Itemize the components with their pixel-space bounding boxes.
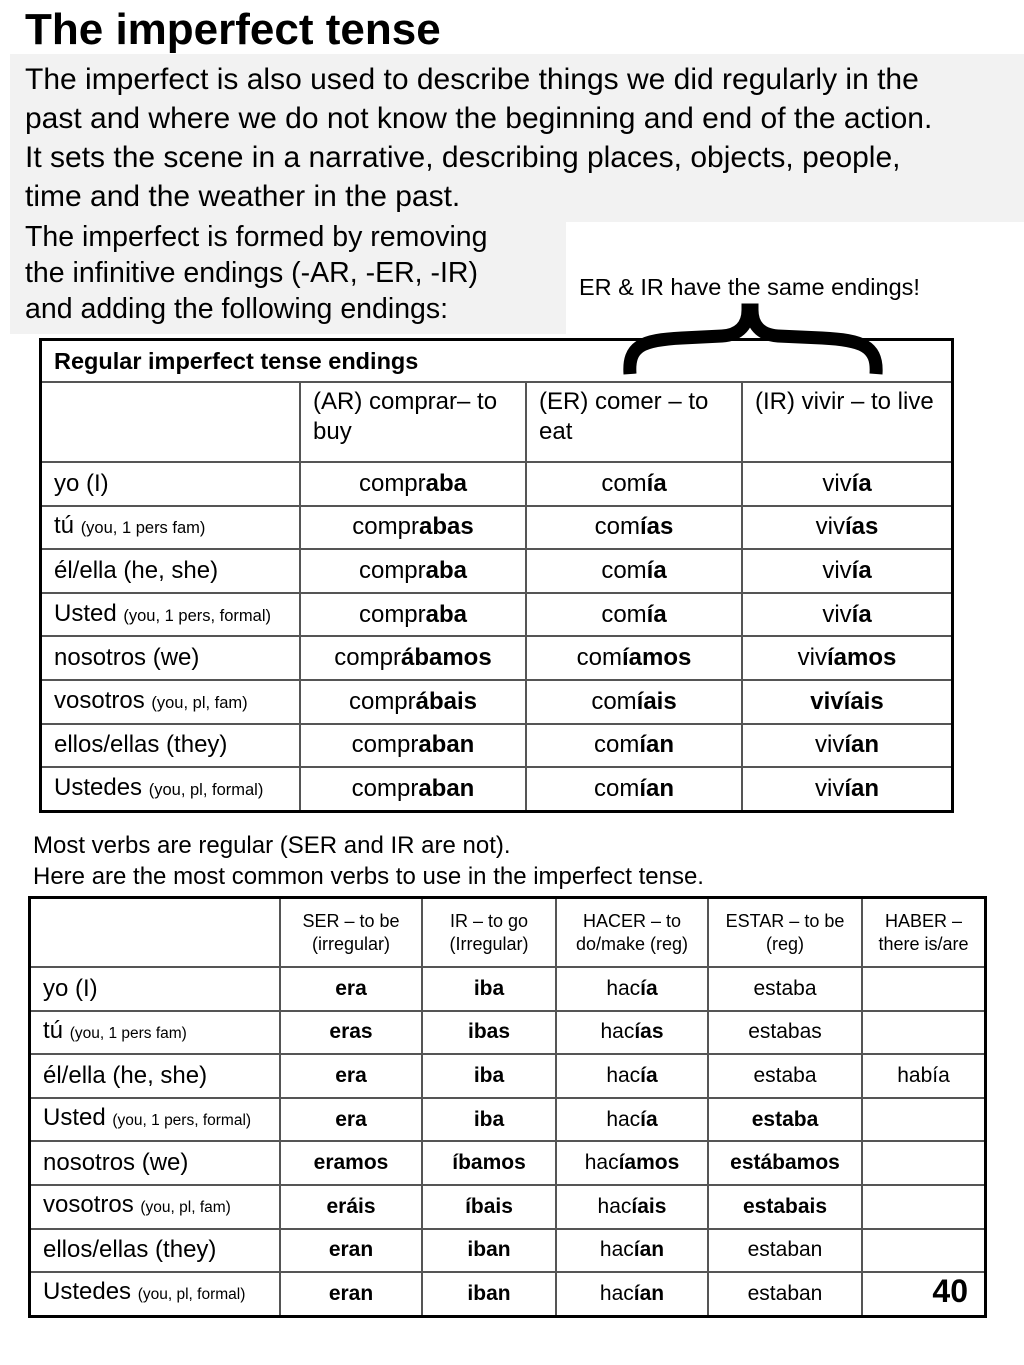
haber-form-cell <box>862 1098 986 1142</box>
common-verbs-table <box>28 896 987 1318</box>
subject-cell <box>41 593 301 637</box>
verb-ending: íais <box>631 1194 667 1218</box>
table-row <box>30 1011 986 1055</box>
ar-form-cell <box>300 636 526 680</box>
verb-stem: hac <box>599 1281 634 1305</box>
verb-ending: ía <box>646 600 667 628</box>
verb-stem: viv <box>822 600 852 628</box>
table-row <box>30 1185 986 1229</box>
verb-stem: compr <box>358 600 426 628</box>
verb-ending: ía <box>851 556 872 584</box>
subject-label: ellos/ellas (they) <box>43 1236 217 1264</box>
verb-ending: ía <box>646 469 667 497</box>
verb-stem: com <box>601 556 647 584</box>
verb-stem: com <box>601 600 647 628</box>
verb-stem: viv <box>797 644 827 672</box>
subject-label: tú <box>54 512 75 540</box>
subject-note: (you, 1 pers, formal) <box>123 606 272 625</box>
table-row <box>41 724 953 768</box>
verb-stem: hac <box>600 1020 635 1044</box>
subject-cell <box>41 767 301 811</box>
er-header: (ER) comer – to eat <box>526 382 742 462</box>
subject-cell <box>41 680 301 724</box>
estar-form-cell: estabas <box>708 1011 862 1055</box>
subject-note: (you, 1 pers fam) <box>69 1024 187 1042</box>
verb-stem: com <box>593 731 640 759</box>
ir-form-cell: iba <box>422 967 556 1011</box>
ir-form-cell: íbamos <box>422 1141 556 1185</box>
hacer-form-cell <box>556 1185 708 1229</box>
ir-header: (IR) vivir – to live <box>742 382 953 462</box>
verb-stem: compr <box>352 513 419 541</box>
ir-form-cell <box>742 767 953 811</box>
intro-line: past and where we do not know the beginning and end of the action. <box>25 102 933 135</box>
subject-note: (you, pl, formal) <box>148 780 264 799</box>
ir-form-cell: ibas <box>422 1011 556 1055</box>
formation-line: and adding the following endings: <box>25 293 449 325</box>
subject-cell <box>30 1185 281 1229</box>
haber-form-cell <box>862 1229 986 1273</box>
table-row <box>41 680 953 724</box>
subject-note: (you, pl, fam) <box>140 1199 231 1217</box>
verb-ending: íamos <box>826 644 897 672</box>
haber-form-cell: había <box>862 1054 986 1098</box>
table-row <box>30 1141 986 1185</box>
table-header-row <box>41 382 953 462</box>
formation-paragraph <box>25 219 555 327</box>
verb-ending: ían <box>633 1281 665 1305</box>
verb-ending: ías <box>844 513 879 541</box>
subject-cell <box>30 1229 281 1273</box>
hacer-form-cell <box>556 1141 708 1185</box>
er-form-cell <box>526 462 742 506</box>
er-form-cell <box>526 549 742 593</box>
hacer-form-cell <box>556 1229 708 1273</box>
table-row <box>30 1054 986 1098</box>
hacer-form-cell <box>556 967 708 1011</box>
er-form-cell <box>526 767 742 811</box>
subject-label: ellos/ellas (they) <box>54 731 228 759</box>
subject-label: nosotros (we) <box>54 644 200 672</box>
verb-ending: íamos <box>621 644 692 672</box>
verb-stem: compr <box>334 644 401 672</box>
verb-stem: compr <box>358 469 426 497</box>
ser-form-cell: era <box>280 967 422 1011</box>
table-header-row <box>30 898 986 968</box>
subject-cell <box>41 636 301 680</box>
verb-stem: viv <box>815 513 845 541</box>
ir-form-cell <box>742 680 953 724</box>
verb-ending: ábais <box>415 687 478 715</box>
verb-ending: ían <box>844 731 880 759</box>
ser-header: SER – to be (irregular) <box>280 898 422 968</box>
subject-cell <box>30 1141 281 1185</box>
ser-form-cell: eramos <box>280 1141 422 1185</box>
note-line: Here are the most common verbs to use in the imperfect tense. <box>33 863 704 890</box>
verb-ending: aba <box>425 469 468 497</box>
verb-ending: ábamos <box>400 644 492 672</box>
verb-ending: ía <box>640 1063 658 1087</box>
ser-form-cell: eras <box>280 1011 422 1055</box>
ser-form-cell: eran <box>280 1272 422 1316</box>
intro-line: It sets the scene in a narrative, describing places, objects, people, <box>25 141 901 174</box>
table-caption: Regular imperfect tense endings <box>41 340 953 383</box>
verb-stem: hac <box>606 1107 641 1131</box>
subject-label: Ustedes <box>54 773 143 801</box>
table-row <box>41 462 953 506</box>
ser-form-cell: era <box>280 1054 422 1098</box>
verb-stem: compr <box>348 687 416 715</box>
verb-stem: com <box>591 687 637 715</box>
verb-ending: ían <box>844 774 880 802</box>
estar-form-cell: estaban <box>708 1272 862 1316</box>
verb-ending: íamos <box>618 1151 680 1175</box>
ir-form-cell <box>742 593 953 637</box>
verb-stem: hac <box>597 1194 632 1218</box>
hacer-form-cell <box>556 1098 708 1142</box>
verb-stem: hac <box>584 1151 619 1175</box>
ir-form-cell <box>742 724 953 768</box>
table-row <box>30 967 986 1011</box>
verb-stem: compr <box>351 731 419 759</box>
table-row <box>41 549 953 593</box>
subject-cell <box>30 1011 281 1055</box>
haber-form-cell <box>862 1185 986 1229</box>
verb-ending: ías <box>639 513 674 541</box>
formation-line: The imperfect is formed by removing <box>25 221 488 253</box>
verb-ending: ía <box>640 1107 658 1131</box>
intro-line: The imperfect is also used to describe things we did regularly in the <box>25 63 919 96</box>
verb-ending: íais <box>636 687 677 715</box>
haber-form-cell <box>862 1141 986 1185</box>
intro-paragraph <box>25 60 1015 216</box>
subject-label: vosotros <box>43 1191 134 1219</box>
verb-stem: com <box>594 513 640 541</box>
er-form-cell <box>526 724 742 768</box>
page-title: The imperfect tense <box>25 5 441 54</box>
verb-ending: ía <box>640 976 658 1000</box>
subject-note: (you, pl, formal) <box>137 1286 246 1304</box>
subject-label: yo (I) <box>54 469 109 497</box>
regular-verbs-note <box>33 830 704 892</box>
verb-ending: ía <box>851 600 872 628</box>
blank-header-cell <box>30 898 281 968</box>
subject-label: él/ella (he, she) <box>43 1061 208 1089</box>
ser-form-cell: eran <box>280 1229 422 1273</box>
verb-stem: compr <box>351 774 419 802</box>
estar-form-cell: estaba <box>708 967 862 1011</box>
verb-ending: ían <box>639 731 675 759</box>
ar-form-cell <box>300 506 526 550</box>
estar-header: ESTAR – to be (reg) <box>708 898 862 968</box>
subject-label: tú <box>43 1016 64 1044</box>
ir-form-cell: íbais <box>422 1185 556 1229</box>
ar-header: (AR) comprar– to buy <box>300 382 526 462</box>
verb-stem: hac <box>606 976 641 1000</box>
subject-cell <box>41 462 301 506</box>
estar-form-cell: estabais <box>708 1185 862 1229</box>
ir-form-cell: iban <box>422 1272 556 1316</box>
estar-form-cell: estaba <box>708 1098 862 1142</box>
verb-ending: ía <box>646 556 667 584</box>
subject-label: yo (I) <box>43 974 98 1002</box>
ir-form-cell <box>742 506 953 550</box>
verb-stem: viv <box>814 731 845 759</box>
ar-form-cell <box>300 767 526 811</box>
er-form-cell <box>526 593 742 637</box>
note-line: Most verbs are regular (SER and IR are not). <box>33 832 511 859</box>
estar-form-cell: estábamos <box>708 1141 862 1185</box>
verb-ending: vivíais <box>810 687 884 715</box>
verb-stem: viv <box>822 469 852 497</box>
ar-form-cell <box>300 724 526 768</box>
er-ir-note: ER & IR have the same endings! <box>579 274 920 300</box>
hacer-form-cell <box>556 1011 708 1055</box>
verb-stem: com <box>601 469 647 497</box>
ir-form-cell: iba <box>422 1054 556 1098</box>
subject-label: él/ella (he, she) <box>54 556 219 584</box>
table-row <box>41 506 953 550</box>
verb-ending: ías <box>634 1020 664 1044</box>
subject-cell <box>30 1098 281 1142</box>
subject-label: vosotros <box>54 686 145 714</box>
er-form-cell <box>526 680 742 724</box>
table-row <box>30 1272 986 1316</box>
verb-ending: ía <box>851 469 872 497</box>
ar-form-cell <box>300 593 526 637</box>
haber-form-cell <box>862 1272 986 1316</box>
verb-ending: ían <box>639 774 675 802</box>
ser-form-cell: era <box>280 1098 422 1142</box>
subject-cell <box>30 1054 281 1098</box>
ar-form-cell <box>300 462 526 506</box>
estar-form-cell: estaba <box>708 1054 862 1098</box>
subject-label: Usted <box>43 1104 106 1132</box>
verb-ending: aban <box>418 731 475 759</box>
haber-form-cell <box>862 1011 986 1055</box>
page-number: 40 <box>932 1273 968 1310</box>
ir-form-cell: iba <box>422 1098 556 1142</box>
verb-stem: hac <box>606 1063 641 1087</box>
haber-form-cell <box>862 967 986 1011</box>
er-form-cell <box>526 636 742 680</box>
subject-note: (you, 1 pers, formal) <box>112 1112 252 1130</box>
table-row <box>41 767 953 811</box>
subject-label: Usted <box>54 599 117 627</box>
subject-cell <box>30 1272 281 1316</box>
table-row <box>41 593 953 637</box>
verb-ending: aba <box>425 556 468 584</box>
ir-form-cell <box>742 549 953 593</box>
subject-cell <box>41 549 301 593</box>
hacer-form-cell <box>556 1272 708 1316</box>
subject-cell <box>30 967 281 1011</box>
subject-cell <box>41 724 301 768</box>
subject-note: (you, pl, fam) <box>151 693 248 712</box>
verb-stem: viv <box>814 774 845 802</box>
formation-line: the infinitive endings (-AR, -ER, -IR) <box>25 257 478 289</box>
ir-form-cell <box>742 462 953 506</box>
hacer-header: HACER – to do/make (reg) <box>556 898 708 968</box>
subject-cell <box>41 506 301 550</box>
intro-line: time and the weather in the past. <box>25 180 461 213</box>
ser-form-cell: eráis <box>280 1185 422 1229</box>
verb-ending: aban <box>418 774 475 802</box>
er-form-cell <box>526 506 742 550</box>
verb-ending: abas <box>418 513 474 541</box>
ir-form-cell <box>742 636 953 680</box>
ar-form-cell <box>300 680 526 724</box>
haber-header: HABER – there is/are <box>862 898 986 968</box>
table-row <box>30 1098 986 1142</box>
estar-form-cell: estaban <box>708 1229 862 1273</box>
blank-header-cell <box>41 382 301 462</box>
regular-endings-table <box>39 338 954 813</box>
hacer-form-cell <box>556 1054 708 1098</box>
ar-form-cell <box>300 549 526 593</box>
subject-label: nosotros (we) <box>43 1149 189 1177</box>
subject-note: (you, 1 pers fam) <box>80 519 206 538</box>
verb-stem: compr <box>358 556 426 584</box>
ir-header: IR – to go (Irregular) <box>422 898 556 968</box>
verb-ending: ían <box>633 1238 665 1262</box>
subject-label: Ustedes <box>43 1278 132 1306</box>
ir-form-cell: iban <box>422 1229 556 1273</box>
verb-stem: com <box>593 774 640 802</box>
table-row <box>41 636 953 680</box>
verb-stem: hac <box>599 1238 634 1262</box>
verb-stem: com <box>576 644 622 672</box>
verb-ending: aba <box>425 600 468 628</box>
verb-stem: viv <box>822 556 852 584</box>
table-row <box>30 1229 986 1273</box>
